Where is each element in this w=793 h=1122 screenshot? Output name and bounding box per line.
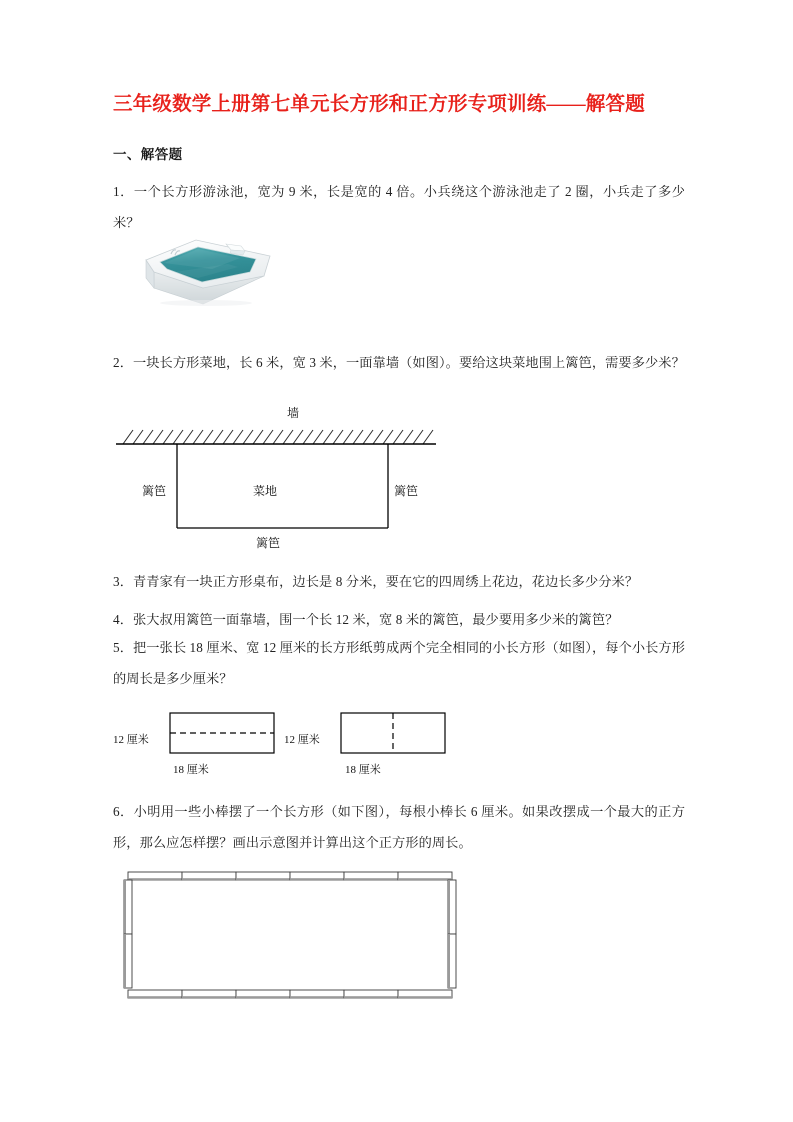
question-6-text: 6．小明用一些小棒摆了一个长方形（如下图），每根小棒长 6 厘米。如果改摆成一个最大的正方形，那么应怎样摆？画出示意图并计算出这个正方形的周长。	[113, 804, 685, 850]
stick-col-left	[124, 880, 132, 988]
question-3-text: 3．青青家有一块正方形桌布，边长是 8 分米，要在它的四周绣上花边，花边长多少分米？	[113, 574, 639, 589]
swimming-pool-figure	[140, 232, 275, 307]
garden-field-label: 菜地	[253, 484, 278, 498]
question-4-text: 4．张大叔用篱笆一面靠墙，围一个长 12 米，宽 8 米的篱笆，最少要用多少米的篱笆？	[113, 612, 619, 627]
section-heading: 一、解答题	[113, 147, 183, 162]
garden-fence-bottom-label: 篱笆	[256, 536, 281, 550]
garden-fence-right-label: 篱笆	[394, 484, 419, 498]
matchstick-rectangle-figure	[122, 866, 478, 1012]
cut-rect-a-height-label: 12 厘米	[113, 734, 149, 746]
vegetable-garden-figure	[113, 404, 473, 556]
cut-rect-a-width-label: 18 厘米	[173, 764, 209, 776]
garden-wall-label: 墙	[287, 406, 300, 420]
stick-col-right	[448, 880, 456, 988]
page-title: 三年级数学上册第七单元长方形和正方形专项训练——解答题	[113, 94, 645, 115]
cut-rect-b-width-label: 18 厘米	[345, 764, 381, 776]
stick-row-bottom	[128, 990, 452, 998]
stick-row-top	[128, 872, 452, 880]
cut-rectangles-figure	[113, 705, 473, 780]
garden-fence-left-label: 篱笆	[142, 484, 167, 498]
question-2-text: 2．一块长方形菜地，长 6 米，宽 3 米，一面靠墙（如图）。要给这块菜地围上篱笆，需要多少米？	[113, 355, 685, 370]
question-1-text: 1．一个长方形游泳池，宽为 9 米，长是宽的 4 倍。小兵绕这个游泳池走了 2 圈，小兵走了多少米？	[113, 184, 685, 230]
cut-rect-b-height-label: 12 厘米	[284, 734, 320, 746]
question-5-text: 5．把一张长 18 厘米、宽 12 厘米的长方形纸剪成两个完全相同的小长方形（如图），每个小长方形的周长是多少厘米？	[113, 640, 685, 686]
